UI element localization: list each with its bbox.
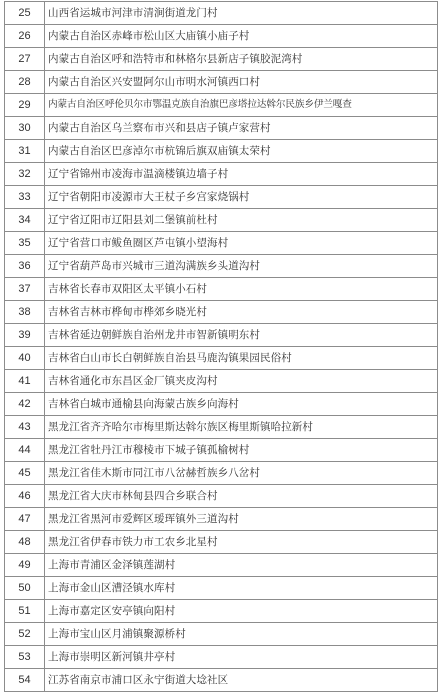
table-row — [5, 117, 438, 140]
table-row — [5, 554, 438, 577]
row-number: 48 — [5, 531, 45, 554]
row-number: 41 — [5, 370, 45, 393]
village-name: 辽宁省营口市鲅鱼圈区芦屯镇小望海村 — [45, 232, 438, 255]
table-row — [5, 25, 438, 48]
village-name: 辽宁省锦州市凌海市温滴楼镇边墙子村 — [45, 163, 438, 186]
village-name: 江苏省南京市浦口区永宁街道大埝社区 — [45, 669, 438, 692]
table-row — [5, 462, 438, 485]
village-name: 黑龙江省黑河市爱辉区瑷珲镇外三道沟村 — [45, 508, 438, 531]
village-name: 吉林省吉林市桦甸市桦郊乡晓光村 — [45, 301, 438, 324]
row-number: 42 — [5, 393, 45, 416]
table-row — [5, 439, 438, 462]
row-number: 28 — [5, 71, 45, 94]
table-row — [5, 324, 438, 347]
village-name: 内蒙古自治区巴彦淖尔市杭锦后旗双庙镇太荣村 — [45, 140, 438, 163]
row-number: 36 — [5, 255, 45, 278]
row-number: 31 — [5, 140, 45, 163]
village-name: 黑龙江省伊春市铁力市工农乡北星村 — [45, 531, 438, 554]
row-number: 40 — [5, 347, 45, 370]
row-number: 52 — [5, 623, 45, 646]
village-name: 上海市嘉定区安亭镇向阳村 — [45, 600, 438, 623]
table-row — [5, 48, 438, 71]
table-row — [5, 485, 438, 508]
village-name: 吉林省白城市通榆县向海蒙古族乡向海村 — [45, 393, 438, 416]
village-name: 内蒙古自治区乌兰察布市兴和县店子镇卢家营村 — [45, 117, 438, 140]
table-row — [5, 347, 438, 370]
village-name: 吉林省长春市双阳区太平镇小石村 — [45, 278, 438, 301]
village-name: 上海市金山区漕泾镇水库村 — [45, 577, 438, 600]
village-name: 上海市青浦区金泽镇莲湖村 — [45, 554, 438, 577]
village-name: 吉林省通化市东昌区金厂镇夹皮沟村 — [45, 370, 438, 393]
row-number: 39 — [5, 324, 45, 347]
row-number: 44 — [5, 439, 45, 462]
table-row — [5, 416, 438, 439]
village-name: 上海市宝山区月浦镇聚源桥村 — [45, 623, 438, 646]
row-number: 54 — [5, 669, 45, 692]
table-row — [5, 600, 438, 623]
village-name: 黑龙江省佳木斯市同江市八岔赫哲族乡八岔村 — [45, 462, 438, 485]
row-number: 50 — [5, 577, 45, 600]
village-name: 内蒙古自治区赤峰市松山区大庙镇小庙子村 — [45, 25, 438, 48]
village-list-table — [4, 1, 438, 692]
row-number: 33 — [5, 186, 45, 209]
village-name: 吉林省延边朝鲜族自治州龙井市智新镇明东村 — [45, 324, 438, 347]
row-number: 27 — [5, 48, 45, 71]
table-row — [5, 278, 438, 301]
village-name: 上海市崇明区新河镇井亭村 — [45, 646, 438, 669]
table-row — [5, 370, 438, 393]
village-list-body — [5, 2, 438, 692]
table-row — [5, 163, 438, 186]
row-number: 37 — [5, 278, 45, 301]
village-name: 辽宁省葫芦岛市兴城市三道沟满族乡头道沟村 — [45, 255, 438, 278]
table-row — [5, 186, 438, 209]
table-row — [5, 94, 438, 117]
row-number: 45 — [5, 462, 45, 485]
table-row — [5, 393, 438, 416]
table-row — [5, 531, 438, 554]
row-number: 49 — [5, 554, 45, 577]
table-row — [5, 301, 438, 324]
table-row — [5, 646, 438, 669]
table-row — [5, 577, 438, 600]
row-number: 30 — [5, 117, 45, 140]
table-row — [5, 140, 438, 163]
table-row — [5, 508, 438, 531]
row-number: 34 — [5, 209, 45, 232]
village-name: 吉林省白山市长白朝鲜族自治县马鹿沟镇果园民俗村 — [45, 347, 438, 370]
table-row — [5, 209, 438, 232]
row-number: 43 — [5, 416, 45, 439]
table-row — [5, 232, 438, 255]
table-row — [5, 623, 438, 646]
table-row — [5, 2, 438, 25]
village-name: 内蒙古自治区呼和浩特市和林格尔县新店子镇胶泥湾村 — [45, 48, 438, 71]
table-row — [5, 669, 438, 692]
row-number: 38 — [5, 301, 45, 324]
village-name: 辽宁省辽阳市辽阳县刘二堡镇前杜村 — [45, 209, 438, 232]
village-name: 辽宁省朝阳市凌源市大王杖子乡宫家烧锅村 — [45, 186, 438, 209]
row-number: 29 — [5, 94, 45, 117]
village-name: 黑龙江省牡丹江市穆棱市下城子镇孤榆树村 — [45, 439, 438, 462]
row-number: 26 — [5, 25, 45, 48]
village-name: 内蒙古自治区呼伦贝尔市鄂温克族自治旗巴彦塔拉达斡尔民族乡伊兰嘎查 — [45, 94, 438, 117]
table-row — [5, 255, 438, 278]
row-number: 47 — [5, 508, 45, 531]
row-number: 32 — [5, 163, 45, 186]
row-number: 46 — [5, 485, 45, 508]
row-number: 25 — [5, 2, 45, 25]
village-name: 黑龙江省大庆市林甸县四合乡联合村 — [45, 485, 438, 508]
table-row — [5, 71, 438, 94]
row-number: 51 — [5, 600, 45, 623]
village-name: 内蒙古自治区兴安盟阿尔山市明水河镇西口村 — [45, 71, 438, 94]
row-number: 53 — [5, 646, 45, 669]
row-number: 35 — [5, 232, 45, 255]
village-name: 黑龙江省齐齐哈尔市梅里斯达斡尔族区梅里斯镇哈拉新村 — [45, 416, 438, 439]
village-name: 山西省运城市河津市清涧街道龙门村 — [45, 2, 438, 25]
